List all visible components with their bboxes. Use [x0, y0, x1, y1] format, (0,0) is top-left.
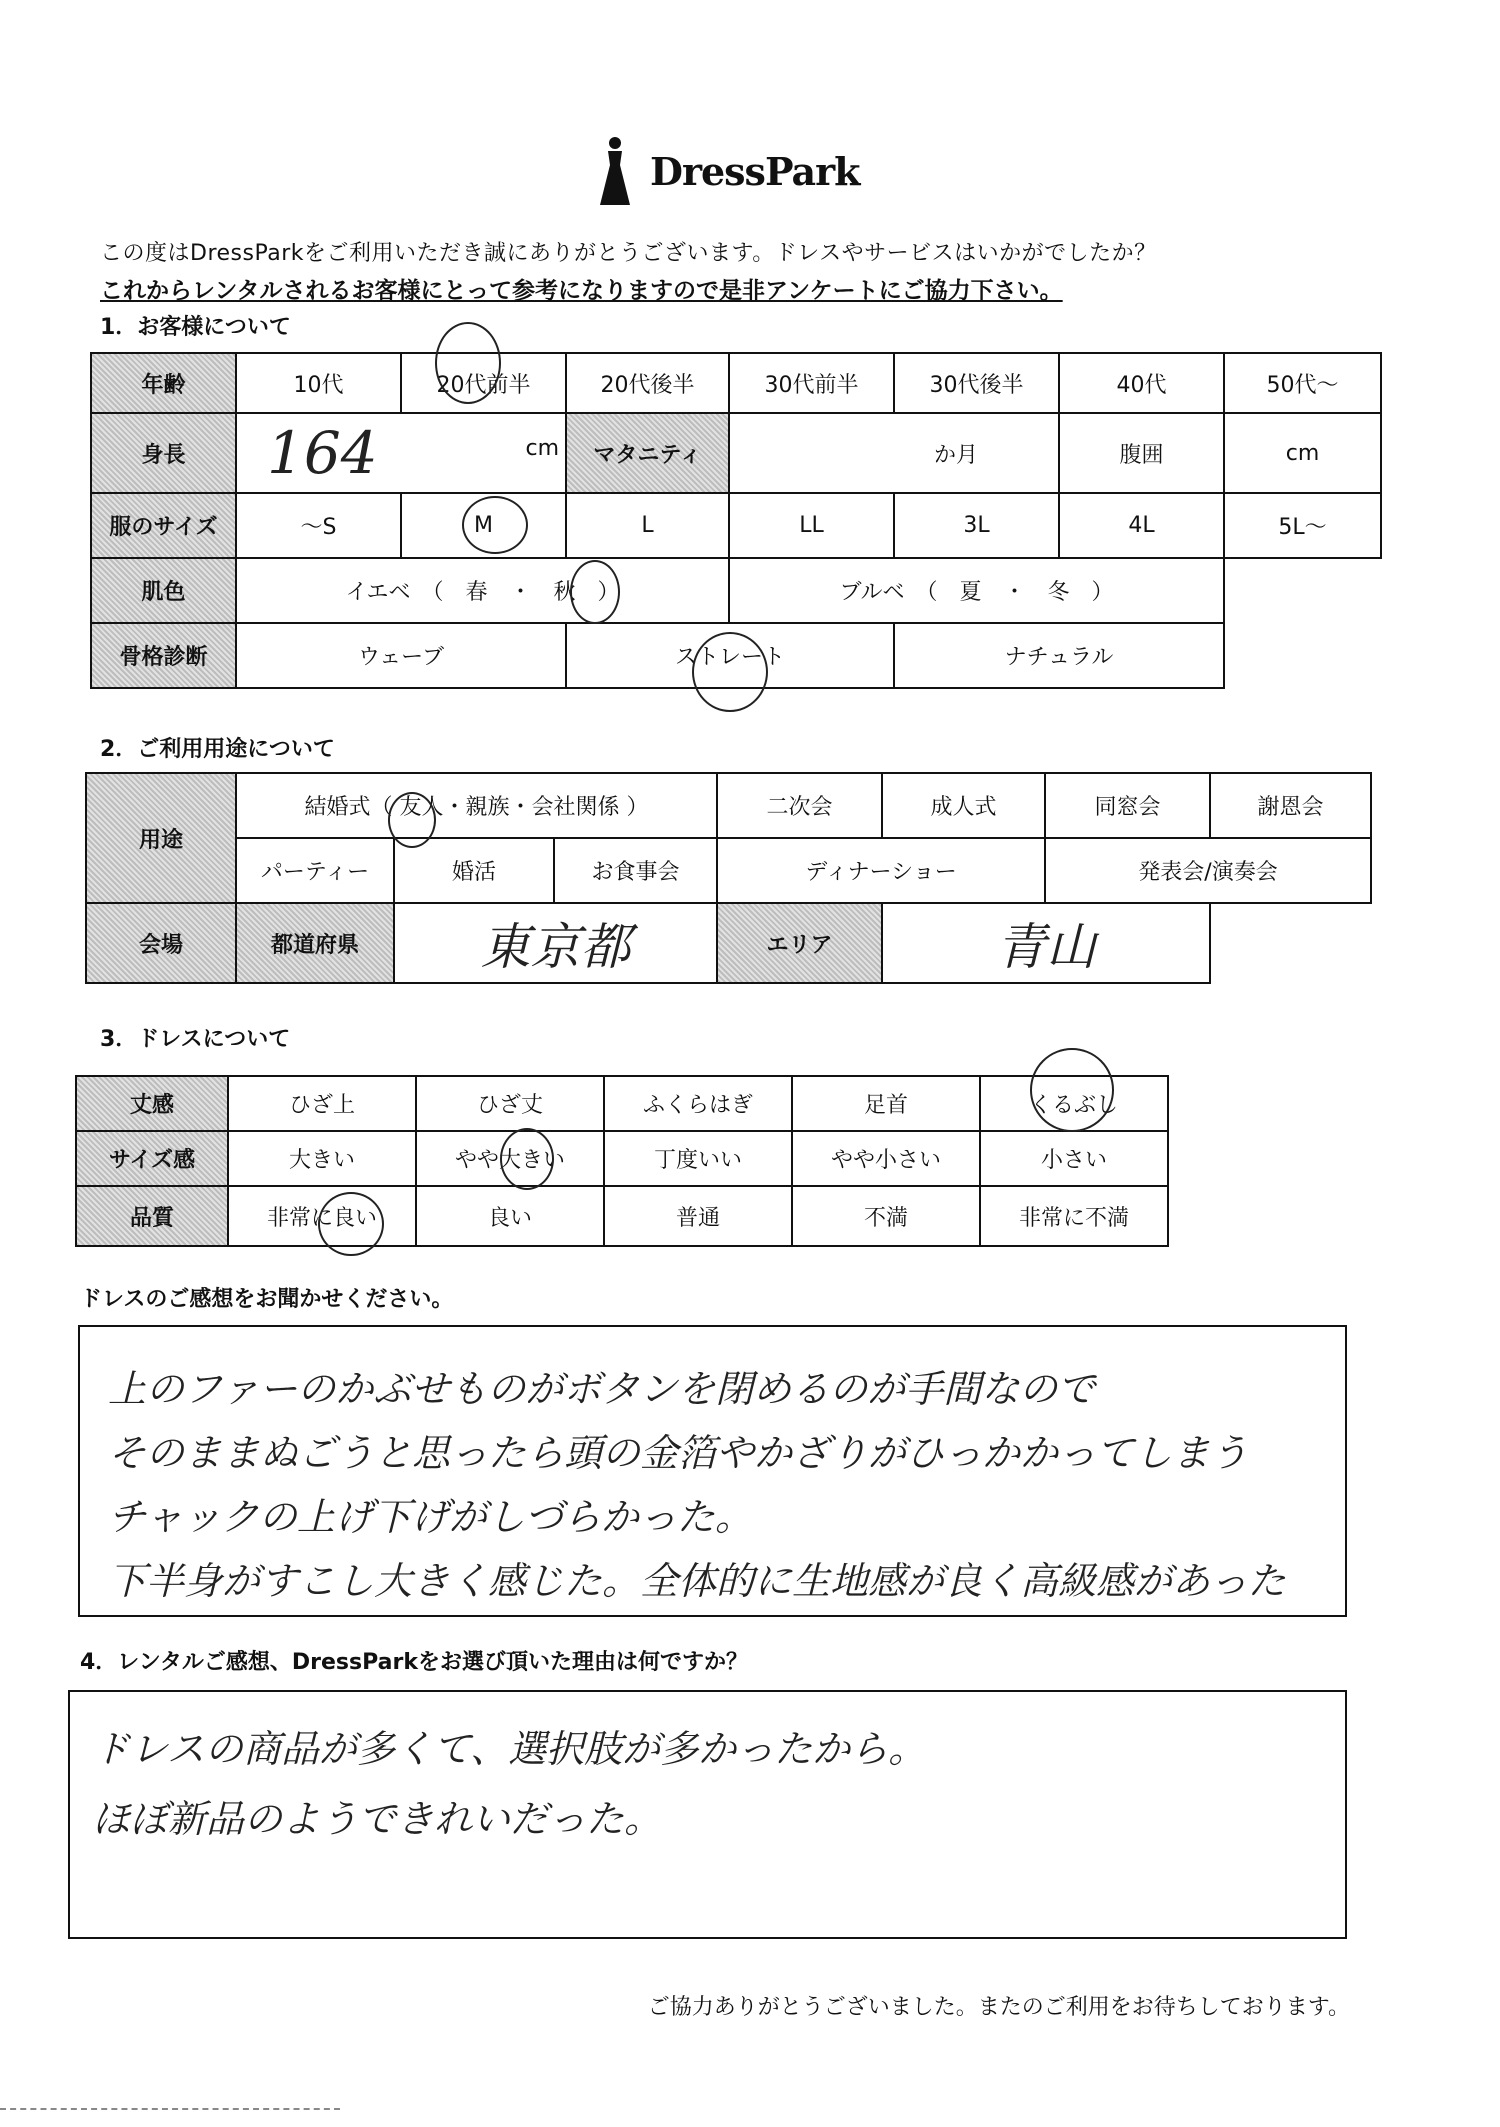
purpose-option[interactable]: 婚活	[394, 838, 554, 903]
purpose-option[interactable]: お食事会	[554, 838, 717, 903]
height-label: 身長	[91, 413, 236, 493]
quality-option[interactable]: 良い	[416, 1186, 604, 1246]
length-selection-mark	[1030, 1048, 1114, 1132]
dress-comment-text	[108, 1357, 1286, 1613]
purpose-option[interactable]: パーティー	[236, 838, 394, 903]
purpose-option[interactable]: 発表会/演奏会	[1045, 838, 1371, 903]
size-option[interactable]: 4L	[1059, 493, 1224, 558]
comment-line: 下半身がすこし大きく感じた。全体的に生地感が良く高級感があった	[108, 1559, 1286, 1603]
footer-thanks: ご協力ありがとうございました。またのご利用をお待ちしております。	[647, 1995, 1350, 2020]
section-3-title: 3．ドレスについて	[100, 1027, 291, 1052]
area-field[interactable]	[882, 903, 1210, 983]
area-label: エリア	[717, 903, 882, 983]
fit-label: サイズ感	[76, 1131, 228, 1186]
size-option[interactable]: L	[566, 493, 729, 558]
height-unit: cm	[525, 436, 559, 461]
length-label: 丈感	[76, 1076, 228, 1131]
fit-selection-mark	[500, 1128, 554, 1190]
purpose-option[interactable]: ディナーショー	[717, 838, 1045, 903]
fit-option[interactable]: やや小さい	[792, 1131, 980, 1186]
age-option[interactable]: 30代後半	[894, 353, 1059, 413]
purpose-selection-mark	[388, 792, 436, 848]
age-label: 年齢	[91, 353, 236, 413]
skin-yellow[interactable]: イエベ （ 春 ・ 秋 ）	[236, 558, 729, 623]
age-option[interactable]: 50代～	[1224, 353, 1381, 413]
comment-line: そのままぬごうと思ったら頭の金箔やかざりがひっかかってしまう	[108, 1431, 1249, 1475]
maternity-months[interactable]: か月	[729, 413, 1059, 493]
maternity-label: マタニティ	[566, 413, 729, 493]
length-option[interactable]: ひざ丈	[416, 1076, 604, 1131]
frame-label: 骨格診断	[91, 623, 236, 688]
purpose-option[interactable]: 二次会	[717, 773, 882, 838]
venue-label: 会場	[86, 903, 236, 983]
quality-option[interactable]: 普通	[604, 1186, 792, 1246]
length-option[interactable]: ふくらはぎ	[604, 1076, 792, 1131]
quality-option-selected[interactable]: 非常に良い	[228, 1186, 416, 1246]
dress-table	[75, 1075, 1169, 1247]
age-option[interactable]: 30代前半	[729, 353, 894, 413]
purpose-option[interactable]: 同窓会	[1045, 773, 1210, 838]
comment-line: チャックの上げ下げがしづらかった。	[108, 1495, 753, 1539]
dress-comment-prompt: ドレスのご感想をお聞かせください。	[80, 1287, 454, 1312]
purpose-table	[85, 772, 1372, 984]
comment-line: ドレスの商品が多くて、選択肢が多かったから。	[92, 1727, 927, 1771]
size-label: 服のサイズ	[91, 493, 236, 558]
length-option-selected[interactable]: くるぶし	[980, 1076, 1168, 1131]
age-option[interactable]: 20代後半	[566, 353, 729, 413]
frame-option[interactable]: ナチュラル	[894, 623, 1224, 688]
quality-label: 品質	[76, 1186, 228, 1246]
length-option[interactable]: 足首	[792, 1076, 980, 1131]
section-2-title: 2．ご利用用途について	[100, 737, 335, 762]
waist-unit[interactable]: cm	[1224, 413, 1381, 493]
bottom-dashed-line	[0, 2108, 340, 2110]
quality-option[interactable]: 非常に不満	[980, 1186, 1168, 1246]
skin-selection-mark	[570, 560, 620, 624]
fit-option[interactable]: 小さい	[980, 1131, 1168, 1186]
brand-name: DressPark	[650, 149, 860, 194]
quality-selection-mark	[318, 1192, 384, 1256]
fit-option-selected[interactable]: やや大きい	[416, 1131, 604, 1186]
fit-option[interactable]: 丁度いい	[604, 1131, 792, 1186]
prefecture-value: 東京都	[480, 918, 631, 976]
prefecture-label: 都道府県	[236, 903, 394, 983]
height-value: 164	[267, 419, 378, 487]
rental-comment-text	[92, 1714, 926, 1854]
dress-comment-box[interactable]	[78, 1325, 1347, 1617]
size-option[interactable]: ～S	[236, 493, 401, 558]
purpose-option[interactable]: 成人式	[882, 773, 1045, 838]
age-option-selected[interactable]: 20代前半	[401, 353, 566, 413]
skin-blue[interactable]: ブルベ （ 夏 ・ 冬 ）	[729, 558, 1224, 623]
size-option-selected[interactable]: M	[401, 493, 566, 558]
frame-selection-mark	[692, 632, 768, 712]
skin-label: 肌色	[91, 558, 236, 623]
height-field[interactable]	[236, 413, 566, 493]
length-option[interactable]: ひざ上	[228, 1076, 416, 1131]
age-option[interactable]: 40代	[1059, 353, 1224, 413]
intro-line-1: この度はDressParkをご利用いただき誠にありがとうございます。ドレスやサービスはいかがでしたか？	[100, 241, 1157, 266]
waist-label: 腹囲	[1059, 413, 1224, 493]
purpose-option[interactable]: 謝恩会	[1210, 773, 1371, 838]
section-1-title: 1．お客様について	[100, 315, 291, 340]
size-option[interactable]: 5L～	[1224, 493, 1381, 558]
comment-line: ほぼ新品のようできれいだった。	[92, 1797, 663, 1841]
rental-comment-box[interactable]	[68, 1690, 1347, 1939]
age-option[interactable]: 10代	[236, 353, 401, 413]
fit-option[interactable]: 大きい	[228, 1131, 416, 1186]
intro-line-2: これからレンタルされるお客様にとって参考になりますので是非アンケートにご協力下さい。	[100, 278, 1063, 304]
area-value: 青山	[996, 918, 1097, 976]
size-option[interactable]: 3L	[894, 493, 1059, 558]
comment-line: 上のファーのかぶせものがボタンを閉めるのが手間なので	[108, 1367, 1096, 1411]
frame-option[interactable]: ウェーブ	[236, 623, 566, 688]
prefecture-field[interactable]	[394, 903, 717, 983]
size-selection-mark	[462, 496, 528, 554]
brand-logo	[590, 135, 890, 210]
purpose-label: 用途	[86, 773, 236, 903]
dress-icon	[590, 135, 640, 210]
frame-option-selected[interactable]: ストレート	[566, 623, 894, 688]
quality-option[interactable]: 不満	[792, 1186, 980, 1246]
section-4-title: 4．レンタルご感想、DressParkをお選び頂いた理由は何ですか？	[80, 1650, 748, 1675]
age-selection-mark	[435, 322, 501, 404]
size-option[interactable]: LL	[729, 493, 894, 558]
purpose-wedding[interactable]: 結婚式（ 友人・親族・会社関係 ）	[236, 773, 717, 838]
